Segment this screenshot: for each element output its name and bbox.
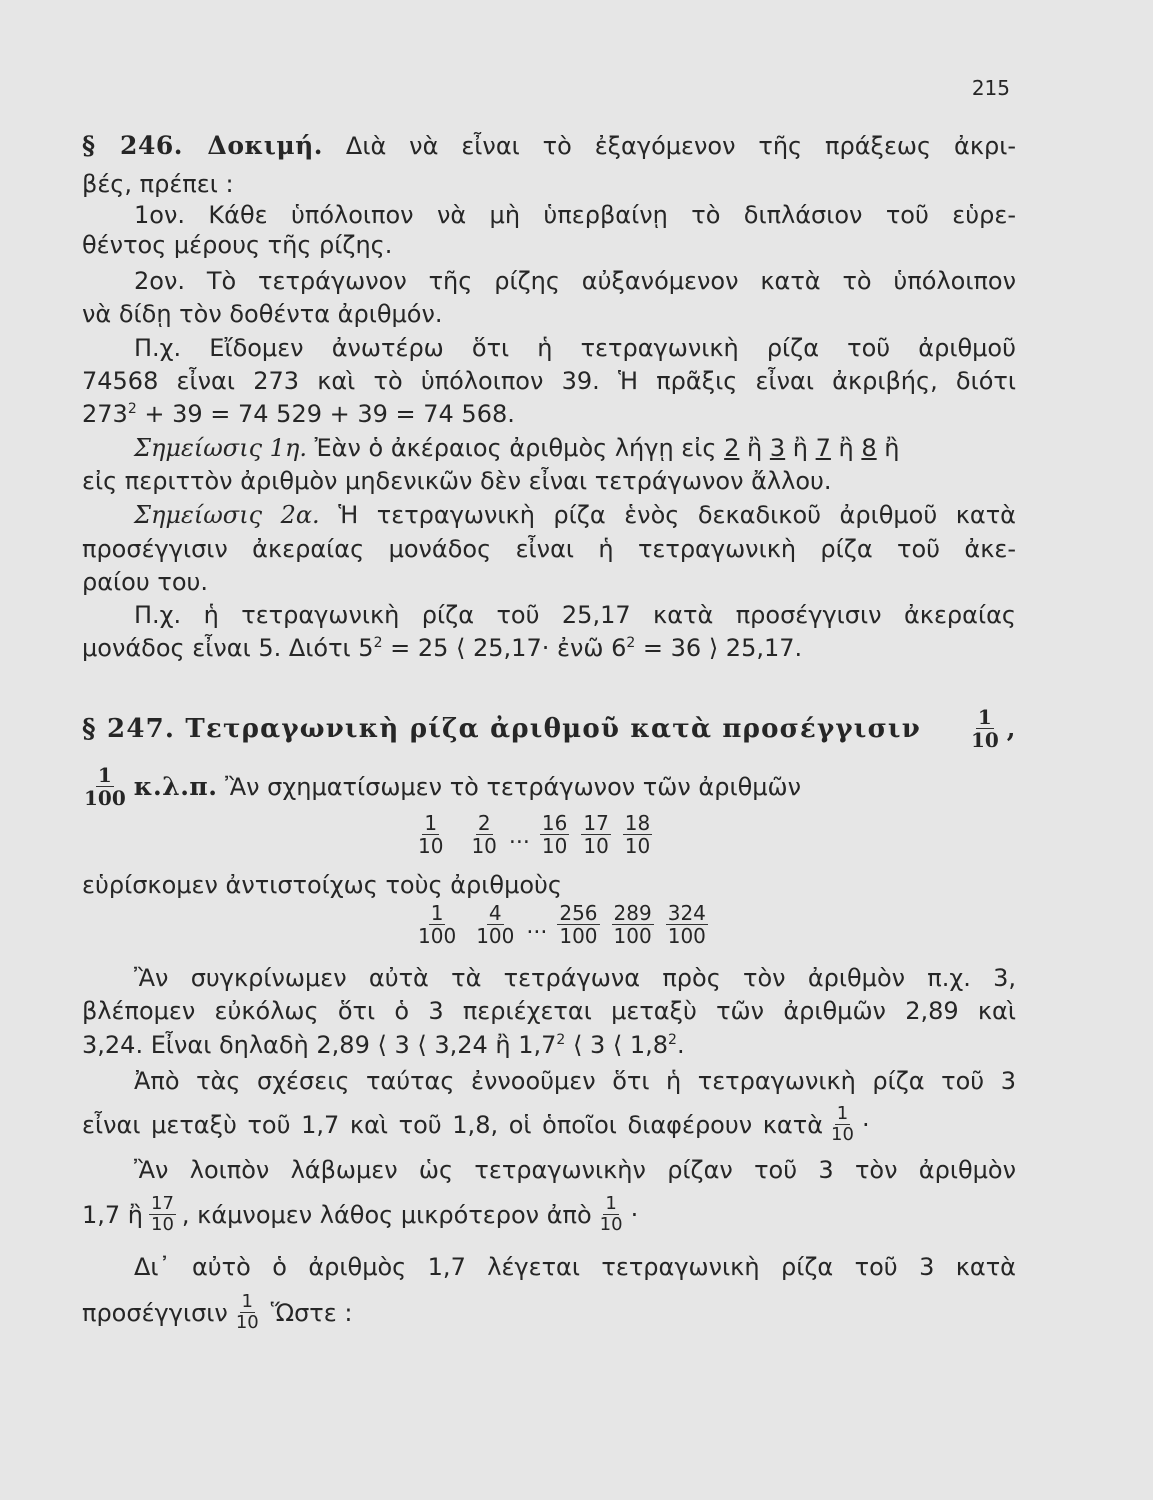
s247-para-3-exp-1: 2 (556, 1032, 566, 1048)
note-1-digit-7: 7 (815, 434, 831, 462)
s247-para-7 (82, 1194, 1016, 1235)
s247-para-9-a: προσέγγισιν (82, 1298, 228, 1327)
ellipsis: ... (508, 823, 530, 849)
s246-line-3: 1ον. Κάθε ὑπόλοιπον νὰ μὴ ὑπερβαίνῃ τὸ διπλάσιον τοῦ εὑρε- (134, 201, 1016, 229)
fraction-numerator: 1 (430, 901, 444, 925)
fraction-denominator: 10 (599, 1214, 623, 1235)
s246-line-16-b: = 25 ⟨ 25,17· ἐνῶ 6 (382, 634, 627, 662)
page-number: 215 (971, 76, 1010, 100)
fraction-denominator: 10 (471, 834, 497, 858)
note-2-text: Ἡ τετραγωνικὴ ρίζα ἑνὸς δεκαδικοῦ ἀριθμοῦ κατὰ (319, 501, 1017, 529)
fraction-denominator: 10 (418, 834, 444, 858)
s247-para-2: βλέπομεν εὐκόλως ὅτι ὁ 3 περιέχεται μεταξὺ τῶν ἀριθμῶν 2,89 καὶ (82, 997, 1016, 1025)
fraction-numerator: 1 (977, 705, 992, 729)
fraction-row-hundredths (410, 902, 714, 947)
fraction-numerator: 256 (559, 901, 598, 925)
fraction-numerator: 1 (97, 763, 112, 787)
fraction-numerator: 4 (488, 901, 502, 925)
fraction-numerator: 2 (477, 811, 491, 835)
s247-para-5-end: · (861, 1110, 870, 1139)
fraction-row-tenths (410, 812, 658, 857)
s246-line-1-text: Διὰ νὰ εἶναι τὸ ἐξαγόμενον τῆς πράξεως ἀκρι- (345, 132, 1016, 160)
s246-line-2: βές, πρέπει : (82, 170, 234, 198)
s247-fraction-1-100 (82, 764, 128, 809)
note-1-digit-3: 3 (769, 434, 786, 462)
fraction-denominator: 100 (559, 924, 598, 948)
note-1-digit-2: 2 (724, 434, 740, 462)
s247-para-3-a: 3,24. Εἶναι δηλαδὴ 2,89 ⟨ 3 ⟨ 3,24 ἢ 1,7 (82, 1031, 557, 1059)
s246-line-16-a: μονάδος εἶναι 5. Διότι 5 (82, 634, 374, 662)
fraction (557, 902, 599, 947)
note-2-label: Σημείωσις 2α. (134, 501, 320, 529)
s247-heading: § 247. Τετραγωνικὴ ρίζα ἀριθμοῦ κατὰ προσέγγισιν (82, 713, 921, 744)
s246-line-5: 2ον. Τὸ τετράγωνον τῆς ρίζης αὐξανόμενον κατὰ τὸ ὑπόλοιπον (134, 267, 1016, 295)
s246-line-16 (82, 633, 1016, 663)
fraction-denominator: 10 (970, 728, 999, 752)
s246-line-9-exp: 2 (127, 401, 137, 417)
fraction-denominator: 10 (831, 1124, 854, 1145)
fraction (149, 1194, 176, 1235)
s246-line-4: θέντος μέρους τῆς ρίζης. (82, 231, 393, 259)
s247-klp: κ.λ.π. (133, 771, 218, 801)
fraction-numerator: 1 (605, 1193, 617, 1214)
fraction-numerator: 1 (424, 811, 438, 835)
s246-note-2-line (134, 500, 1016, 530)
s246-line-8: 74568 εἶναι 273 καὶ τὸ ὑπόλοιπον 39. Ἡ πρᾶξις εἶναι ἀκριβής, διότι (82, 367, 1016, 395)
s246-line-14: ραίου του. (82, 568, 209, 596)
fraction (581, 812, 610, 857)
s247-para-8: Δι᾽ αὐτὸ ὁ ἀριθμὸς 1,7 λέγεται τετραγωνικὴ ρίζα τοῦ 3 κατὰ (134, 1253, 1016, 1281)
s247-find-line: εὑρίσκομεν ἀντιστοίχως τοὺς ἀριθμοὺς (82, 871, 562, 899)
note-1-label: Σημείωσις 1η. (134, 434, 307, 462)
note-1-text: Ἐὰν ὁ ἀκέραιος ἀριθμὸς λήγῃ εἰς (306, 434, 725, 462)
note-1-or-1: ἢ (739, 434, 770, 462)
fraction (234, 1292, 261, 1333)
s247-para-3 (82, 1030, 1016, 1060)
fraction (416, 812, 445, 857)
fraction (474, 902, 516, 947)
ellipsis: ... (526, 913, 548, 939)
s246-heading: § 246. Δοκιμή. (82, 131, 324, 160)
fraction (829, 1104, 856, 1145)
fraction-denominator: 10 (624, 834, 651, 858)
s246-line-15: Π.χ. ἡ τετραγωνικὴ ρίζα τοῦ 25,17 κατὰ προσέγγισιν ἀκεραίας (134, 601, 1016, 629)
fraction-denominator: 100 (418, 924, 457, 948)
s247-para-9 (82, 1292, 1016, 1333)
s247-para-6: Ἂν λοιπὸν λάβωμεν ὡς τετραγωνικὴν ρίζαν τοῦ 3 τὸν ἀριθμὸν (134, 1156, 1016, 1184)
s247-line-2 (82, 764, 1016, 809)
fraction-denominator: 10 (151, 1214, 174, 1235)
fraction-numerator: 16 (541, 811, 568, 835)
fraction (416, 902, 458, 947)
s246-line-1 (82, 131, 1016, 161)
fraction-numerator: 17 (583, 811, 609, 835)
s247-heading-fraction (969, 706, 1001, 751)
fraction-denominator: 100 (667, 924, 706, 948)
s246-line-9-b: + 39 = 74 529 + 39 = 74 568. (136, 400, 515, 428)
fraction (598, 1194, 625, 1235)
s247-para-1: Ἂν συγκρίνωμεν αὐτὰ τὰ τετράγωνα πρὸς τὸν ἀριθμὸν π.χ. 3, (134, 964, 1016, 992)
note-1-or-2: ἢ (785, 434, 816, 462)
fraction-denominator: 100 (84, 786, 126, 810)
fraction-numerator: 1 (836, 1103, 849, 1124)
s247-para-3-exp-2: 2 (668, 1032, 677, 1048)
s247-para-4: Ἀπὸ τὰς σχέσεις ταύτας ἐννοοῦμεν ὅτι ἡ τετραγωνικὴ ρίζα τοῦ 3 (134, 1067, 1016, 1095)
fraction-numerator: 18 (624, 811, 651, 835)
s247-para-9-b: Ὥστε : (270, 1298, 353, 1327)
s247-para-7-b: , κάμνομεν λάθος μικρότερον ἀπὸ (181, 1200, 592, 1229)
s247-para-3-c: . (676, 1031, 685, 1059)
s246-line-9-a: 273 (82, 400, 128, 428)
fraction (623, 812, 652, 857)
s246-note-1-line (134, 433, 1016, 463)
fraction-denominator: 10 (541, 834, 568, 858)
s247-para-5 (82, 1104, 1016, 1145)
fraction-denominator: 10 (235, 1312, 259, 1333)
note-1-digit-8: 8 (861, 434, 877, 462)
s246-line-9 (82, 399, 1016, 429)
s246-line-16-exp-1: 2 (373, 635, 383, 651)
s247-heading-comma: , (1006, 713, 1016, 743)
fraction-denominator: 10 (583, 834, 609, 858)
fraction (469, 812, 498, 857)
fraction-numerator: 17 (151, 1193, 174, 1214)
fraction-numerator: 289 (613, 901, 652, 925)
s247-para-3-b: ⟨ 3 ⟨ 1,8 (565, 1031, 669, 1059)
s247-heading-line (82, 706, 1016, 751)
s247-para-5-text: εἶναι μεταξὺ τοῦ 1,7 καὶ τοῦ 1,8, οἱ ὁποῖοι διαφέρουν κατὰ (82, 1110, 824, 1139)
fraction-denominator: 100 (613, 924, 652, 948)
fraction (540, 812, 569, 857)
s247-para-7-end: · (630, 1200, 639, 1229)
s246-line-7: Π.χ. Εἴδομεν ἀνωτέρω ὅτι ἡ τετραγωνικὴ ρίζα τοῦ ἀριθμοῦ (134, 334, 1016, 362)
fraction-numerator: 324 (667, 901, 706, 925)
fraction (612, 902, 654, 947)
note-1-or-4: ἢ (876, 434, 900, 462)
s247-para-7-a: 1,7 ἢ (82, 1200, 144, 1229)
fraction (666, 902, 708, 947)
fraction-denominator: 100 (476, 924, 515, 948)
s247-line-2-text: Ἂν σχηματίσωμεν τὸ τετράγωνον τῶν ἀριθμῶν (217, 772, 802, 801)
s246-line-16-exp-2: 2 (626, 635, 636, 651)
s246-line-13: προσέγγισιν ἀκεραίας μονάδος εἶναι ἡ τετραγωνικὴ ρίζα τοῦ ἀκε- (82, 535, 1016, 563)
s246-line-11: εἰς περιττὸν ἀριθμὸν μηδενικῶν δὲν εἶναι τετράγωνον ἄλλου. (82, 467, 832, 495)
fraction-numerator: 1 (241, 1291, 253, 1312)
s246-line-6: νὰ δίδῃ τὸν δοθέντα ἀριθμόν. (82, 300, 443, 328)
s246-line-16-c: = 36 ⟩ 25,17. (635, 634, 803, 662)
note-1-or-3: ἢ (830, 434, 862, 462)
